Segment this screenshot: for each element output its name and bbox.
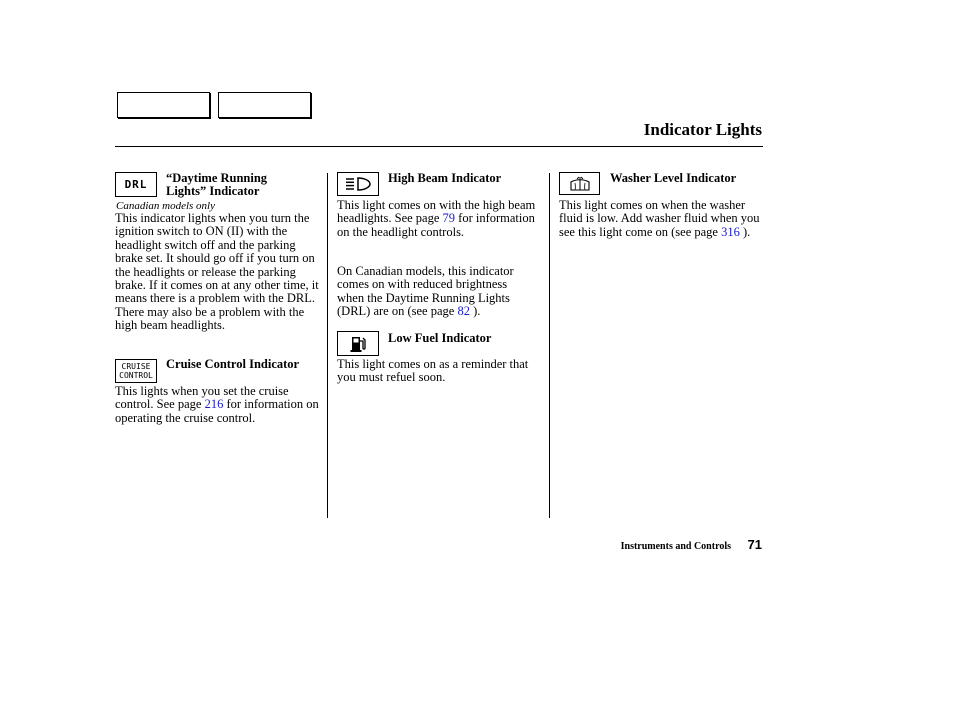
column-divider-2 [549, 173, 550, 518]
cruise-body: This lights when you set the cruise control. See page 216 for information on operating the cruise control. [115, 384, 319, 425]
drl-icon: DRL [115, 172, 157, 197]
title-rule [115, 146, 763, 147]
washer-heading: Washer Level Indicator [610, 171, 737, 185]
nav-next-button[interactable] [218, 92, 311, 118]
high-beam-icon [337, 172, 379, 196]
nav-prev-button[interactable] [117, 92, 210, 118]
washer-fluid-icon [559, 172, 600, 195]
page-link-79[interactable]: 79 [442, 211, 456, 226]
drl-note: Canadian models only [116, 200, 215, 212]
page-title: Indicator Lights [643, 120, 762, 139]
cruise-heading: Cruise Control Indicator [166, 357, 300, 371]
low-fuel-body: This light comes on as a reminder that you must refuel soon. [337, 357, 529, 385]
drl-heading: “Daytime Running Lights” Indicator [166, 171, 268, 198]
high-beam-canada-body: On Canadian models, this indicator comes on with reduced brightness when the Daytime Running Lights (DRL) are on (see page 82 ). [337, 264, 514, 319]
page-number: 71 [747, 537, 762, 552]
page-link-216[interactable]: 216 [204, 397, 224, 412]
footer-section-label: Instruments and Controls [620, 541, 731, 552]
page-link-316[interactable]: 316 [721, 224, 740, 239]
high-beam-body: This light comes on with the high beam headlights. See page 79 for information on the headlight controls. [337, 198, 536, 239]
washer-body: This light comes on when the washer fluid is low. Add washer fluid when you see this light come on (see page 316 ). [559, 198, 760, 239]
low-fuel-heading: Low Fuel Indicator [388, 331, 492, 345]
fuel-pump-icon [337, 331, 379, 356]
page-link-82[interactable]: 82 [457, 304, 470, 319]
column-divider-1 [327, 173, 328, 518]
drl-body: This indicator lights when you turn the ignition switch to ON (II) with the headlight switch off and the parking brake set. It should go off if you turn on the headlights or release the parking brake. If it comes on at any other time, it means there is a problem with the DRL. There may also be a problem with the high beam headlights. [115, 211, 319, 333]
cruise-control-icon: CRUISE CONTROL [115, 359, 157, 383]
high-beam-heading: High Beam Indicator [388, 171, 502, 185]
